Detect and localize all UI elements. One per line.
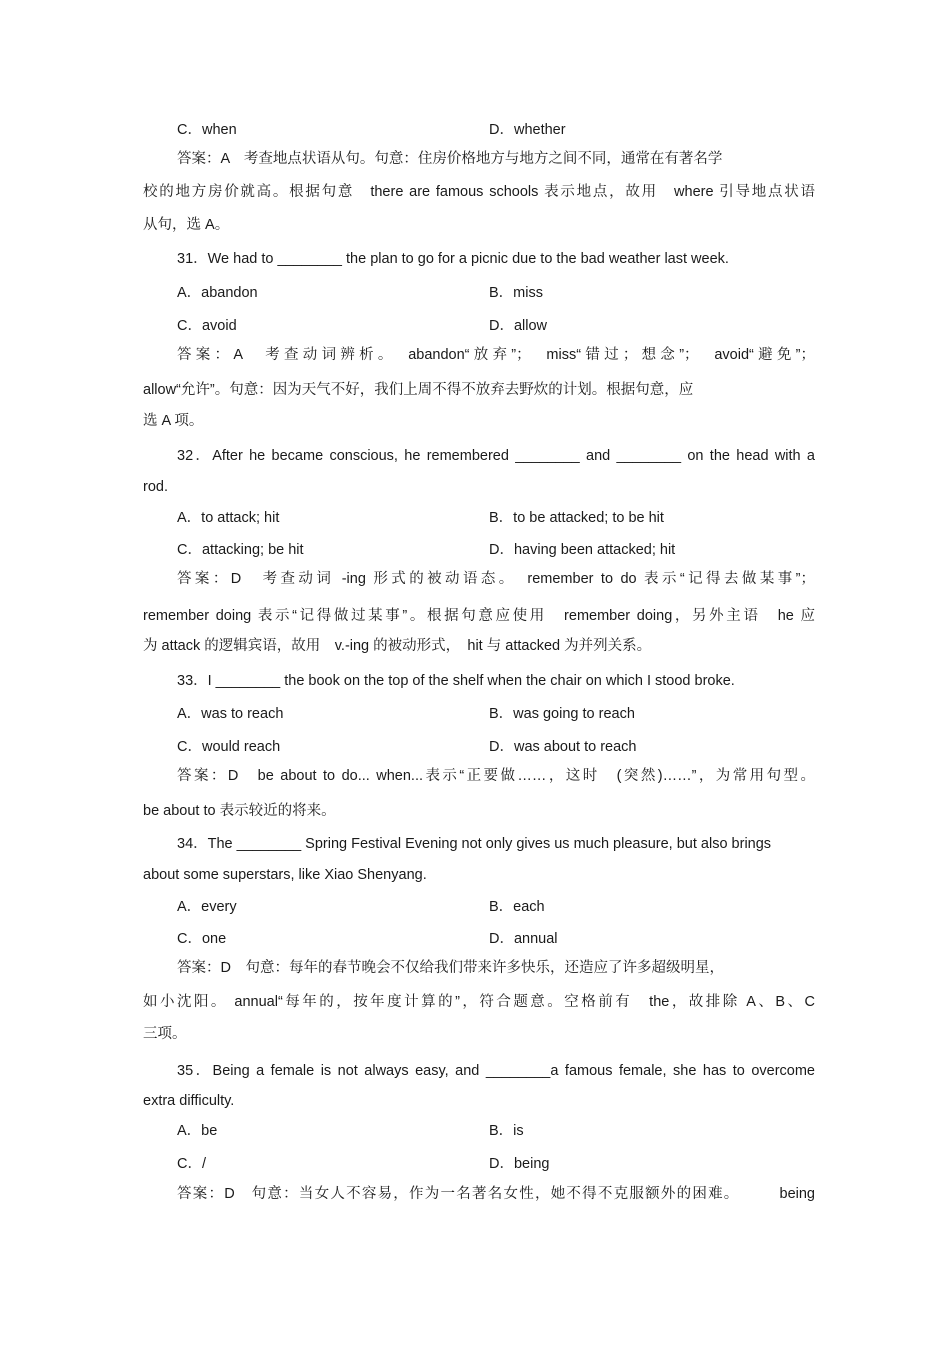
option-left: A．be <box>177 1123 218 1139</box>
paragraph-first-line: 答案：A 考查动词辨析。 abandon“放弃”； miss“错过；想念”； avoid“避免”； <box>177 347 815 363</box>
paragraph-first-line: 32．After he became conscious, he remembered ________ and ________ on the head with a <box>177 448 815 464</box>
paragraph-first-line: 34．The ________ Spring Festival Evening not only gives us much pleasure, but also brings <box>177 836 772 852</box>
option-right: D．was about to reach <box>489 739 637 755</box>
paragraph-line: 三项。 <box>143 1026 187 1042</box>
option-left: A．every <box>177 899 237 915</box>
option-right: D．having been attacked; hit <box>489 542 676 558</box>
paragraph-first-line: 答案：A 考查地点状语从句。句意：住房价格地方与地方之间不同，通常在有著名学 <box>177 151 723 167</box>
option-right: D．annual <box>489 931 558 947</box>
paragraph-first-line: 33．I ________ the book on the top of the shelf when the chair on which I stood broke. <box>177 673 735 689</box>
option-left: C．when <box>177 122 237 138</box>
paragraph-first-line: 答案：D 句意：每年的春节晚会不仅给我们带来许多快乐，还造应了许多超级明星， <box>177 960 724 976</box>
paragraph-line: 从句，选 A。 <box>143 217 230 233</box>
option-left: C．attacking; be hit <box>177 542 304 558</box>
paragraph-line: be about to 表示较近的将来。 <box>143 803 336 819</box>
paragraph-line: 选 A 项。 <box>143 413 204 429</box>
option-right: D．whether <box>489 122 566 138</box>
option-right: D．being <box>489 1156 550 1172</box>
option-right: B．each <box>489 899 545 915</box>
paragraph-first-line: 答案：D 句意：当女人不容易，作为一名著名女性，她不得不克服额外的困难。 being <box>177 1186 815 1202</box>
option-left: A．abandon <box>177 285 258 301</box>
option-right: B．miss <box>489 285 543 301</box>
paragraph-first-line: 答案：D 考查动词 -ing 形式的被动语态。 remember to do 表示“记得去做某事”； <box>177 571 815 587</box>
paragraph-first-line: 35．Being a female is not always easy, and ________a famous female, she has to overcome <box>177 1063 815 1079</box>
option-right: B．is <box>489 1123 524 1139</box>
paragraph-line: remember doing 表示“记得做过某事”。根据句意应使用 remember doing，另外主语 he 应 <box>143 608 815 624</box>
paragraph-line: extra difficulty. <box>143 1093 235 1109</box>
option-right: D．allow <box>489 318 548 334</box>
option-left: A．was to reach <box>177 706 284 722</box>
option-left: C．/ <box>177 1156 206 1172</box>
option-right: B．to be attacked; to be hit <box>489 510 664 526</box>
paragraph-line: about some superstars, like Xiao Shenyang. <box>143 867 427 883</box>
option-left: A．to attack; hit <box>177 510 280 526</box>
option-left: C．one <box>177 931 227 947</box>
paragraph-line: rod. <box>143 479 168 495</box>
paragraph-line: 如小沈阳。 annual“每年的，按年度计算的”，符合题意。空格前有 the，故排除 A、B、C <box>143 994 815 1010</box>
paragraph-line: allow“允许”。句意：因为天气不好，我们上周不得不放弃去野炊的计划。根据句意，应 <box>143 382 694 398</box>
paragraph-first-line: 31．We had to ________ the plan to go for a picnic due to the bad weather last week. <box>177 251 729 267</box>
paragraph-line: 为 attack 的逻辑宾语，故用 v.-ing 的被动形式， hit 与 attacked 为并列关系。 <box>143 638 652 654</box>
option-left: C．avoid <box>177 318 237 334</box>
paragraph-line: 校的地方房价就高。根据句意 there are famous schools 表示地点，故用 where 引导地点状语 <box>143 184 815 200</box>
paragraph-first-line: 答案：D be about to do... when...表示“正要做……，这时 (突然)……”，为常用句型。 <box>177 768 815 784</box>
option-right: B．was going to reach <box>489 706 635 722</box>
option-left: C．would reach <box>177 739 281 755</box>
